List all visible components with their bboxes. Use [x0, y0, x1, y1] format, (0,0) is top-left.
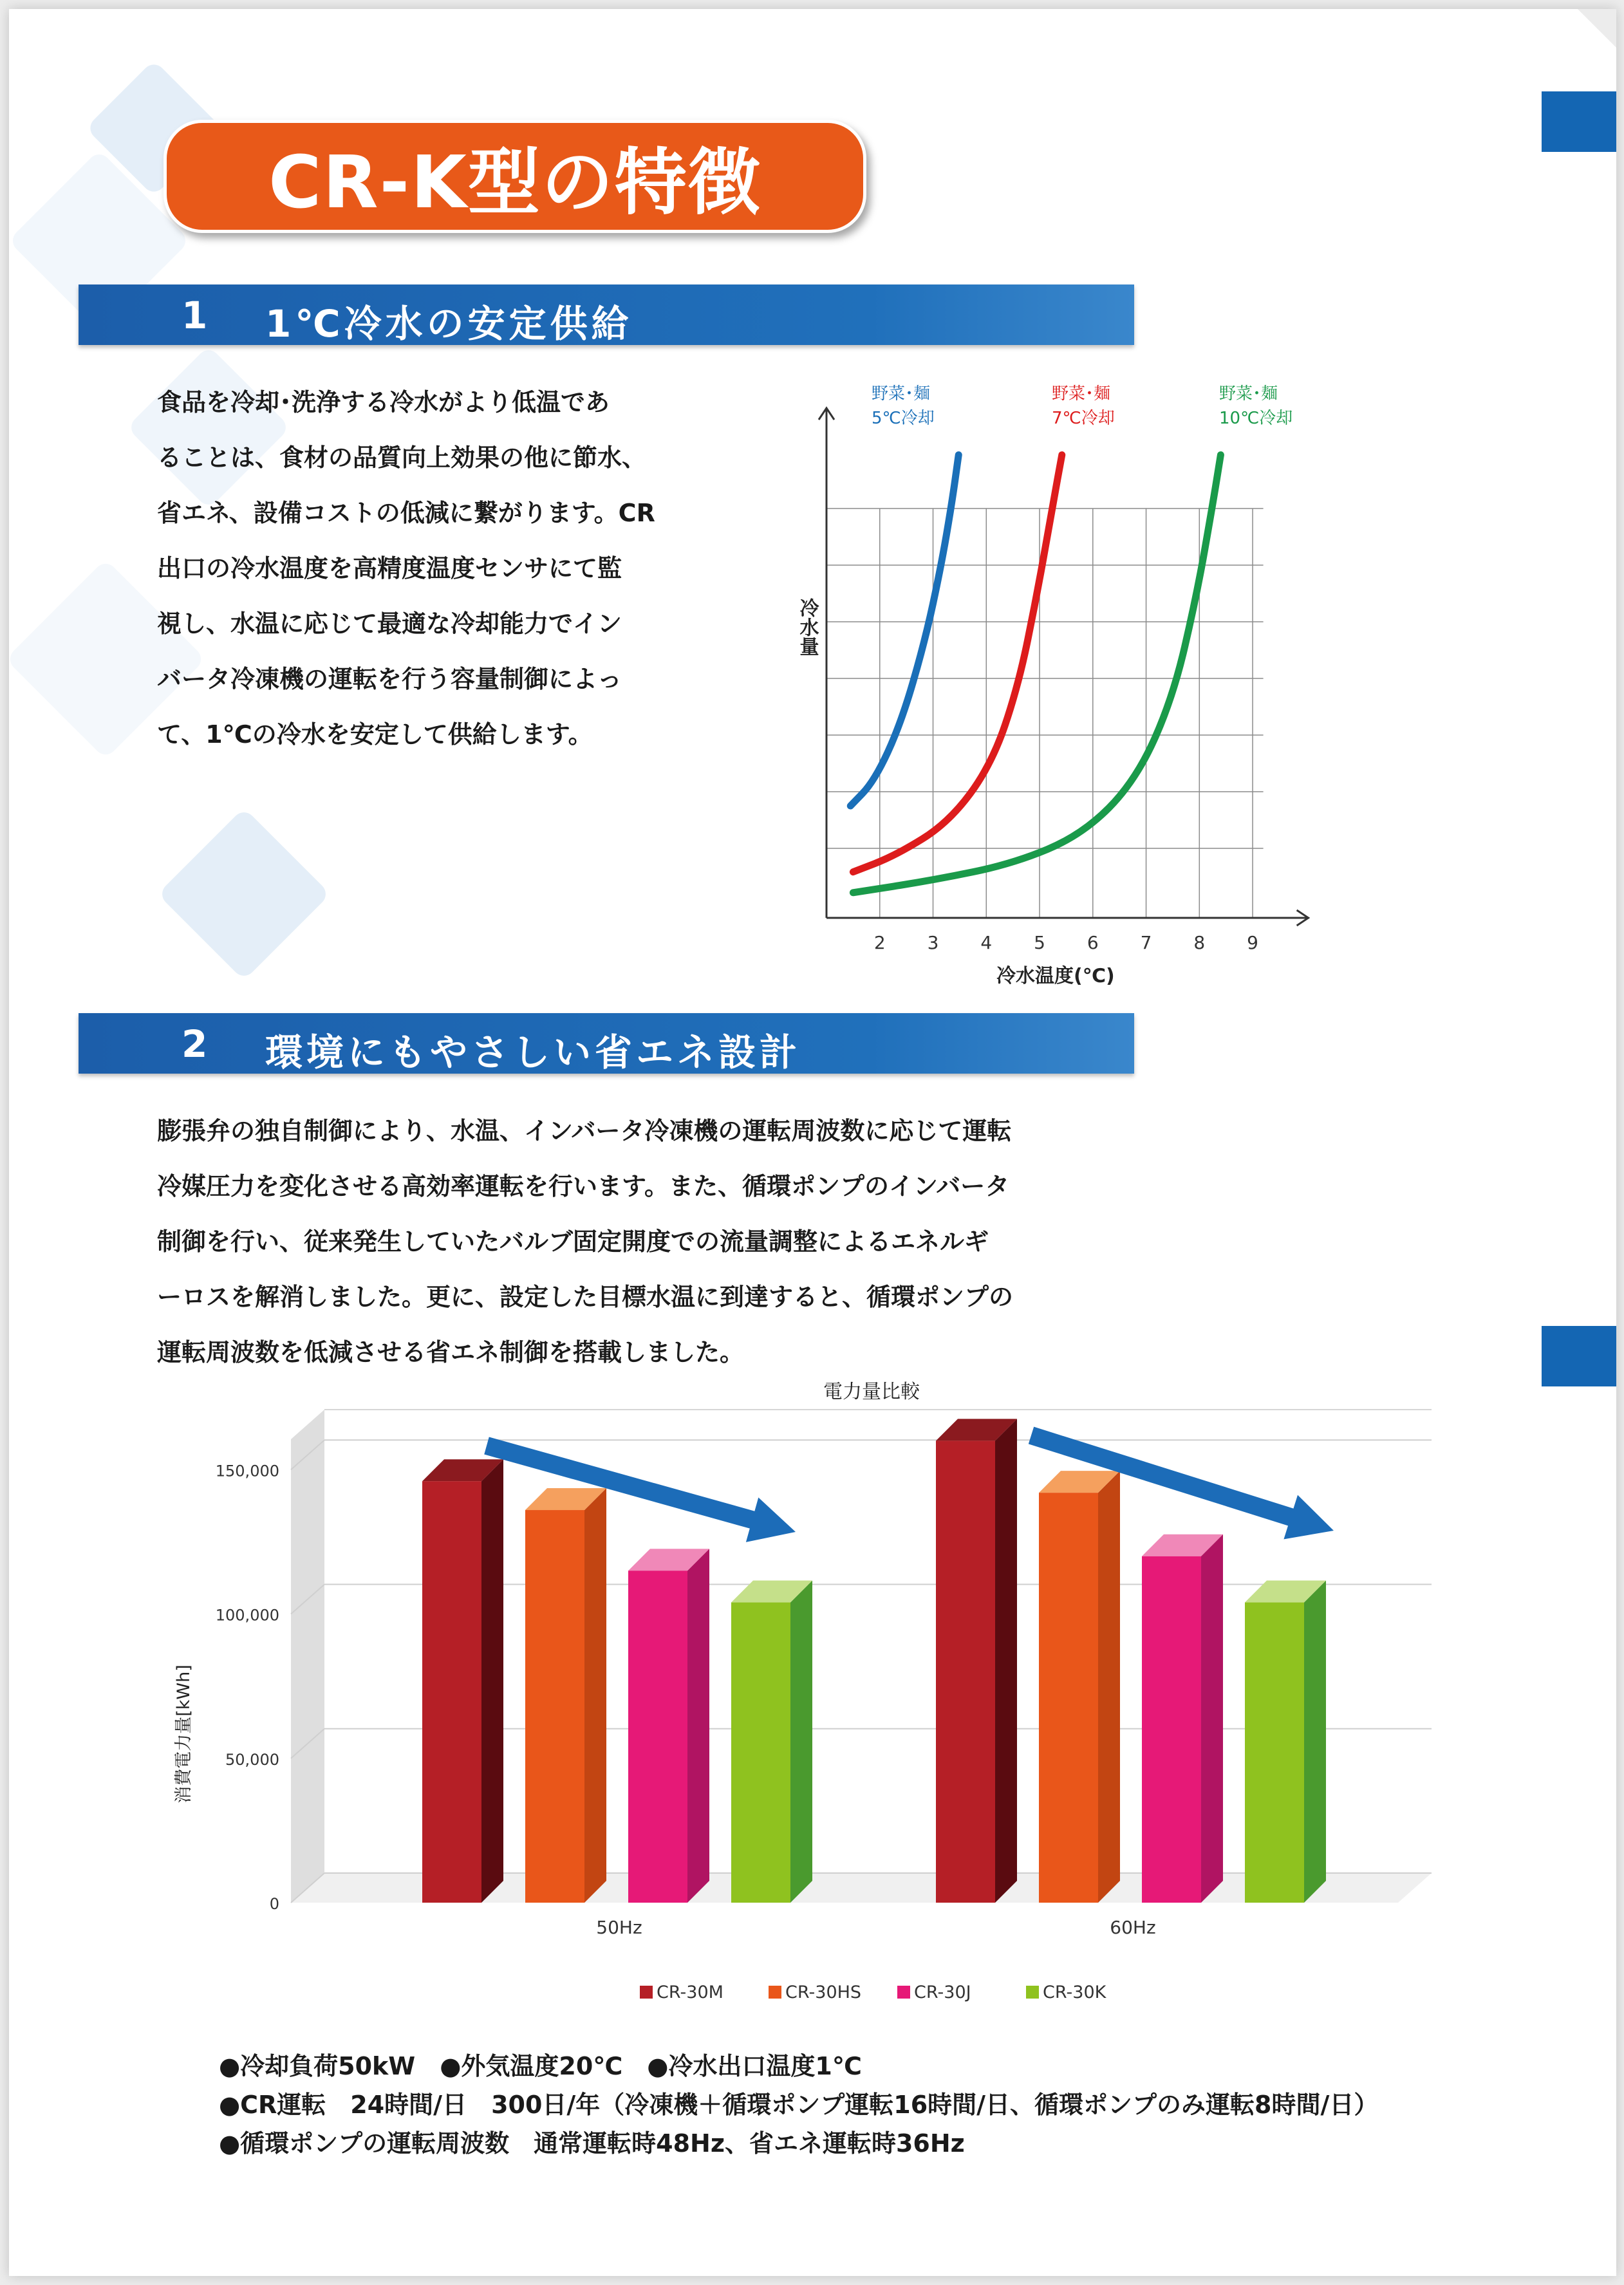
- decor-diamond: [158, 808, 331, 981]
- condition-note: ●CR運転 24時間/日 300日/年（冷凍機＋循環ポンプ運転16時間/日、循環ポンプのみ運転8時間/日）: [219, 2091, 1379, 2119]
- section-1-header: [79, 284, 1134, 345]
- bar-side: [1098, 1471, 1120, 1903]
- section-2-line: 運転周波数を低減させる省エネ制御を搭載しました。: [157, 1338, 745, 1366]
- legend-label: CR-30M: [657, 1982, 723, 2002]
- section-2-header: [79, 1013, 1134, 1074]
- bar-cr-30k: [731, 1603, 790, 1903]
- bar-cr-30j: [1142, 1556, 1201, 1903]
- bar-cr-30m: [936, 1441, 995, 1903]
- x-tick-label: 6: [1087, 932, 1099, 953]
- y-tick-label: 100,000: [215, 1606, 279, 1625]
- x-tick-label: 9: [1247, 932, 1258, 953]
- section-1-body: [157, 375, 749, 762]
- y-tick-label: 0: [269, 1895, 279, 1913]
- bar-cr-30k: [1245, 1603, 1304, 1903]
- page-title-text: CR-K型の特徴: [268, 140, 761, 225]
- curve-label: 7℃冷却: [1052, 409, 1115, 428]
- section-1-line: 出口の冷水温度を高精度温度センサにて監: [157, 554, 622, 583]
- section-1-number: 1: [182, 294, 208, 337]
- bar-cr-30hs: [525, 1510, 584, 1903]
- water-temperature-chart: [769, 382, 1374, 987]
- legend-swatch: [640, 1986, 653, 1999]
- page-corner: [1578, 9, 1616, 48]
- x-category-label: 50Hz: [596, 1917, 642, 1938]
- legend-label: CR-30HS: [785, 1982, 862, 2002]
- side-tab-middle: [1542, 1326, 1616, 1386]
- bar-side: [1201, 1534, 1223, 1903]
- bar-side: [995, 1419, 1017, 1903]
- bar-chart-title: 電力量比較: [823, 1381, 920, 1403]
- side-tab-top: [1542, 91, 1616, 152]
- curve-label: 10℃冷却: [1219, 409, 1293, 428]
- x-tick-label: 8: [1193, 932, 1206, 953]
- section-1-line: 視し、水温に応じて最適な冷却能力でイン: [157, 610, 622, 638]
- section-2-body: [157, 1103, 1251, 1380]
- brochure-page: [9, 9, 1616, 2276]
- x-category-label: 60Hz: [1110, 1917, 1156, 1938]
- x-tick-label: 7: [1140, 932, 1152, 953]
- curve-line: [853, 455, 1220, 893]
- legend-swatch: [897, 1986, 910, 1999]
- section-1-line: ることは、食材の品質向上効果の他に節水、: [157, 443, 647, 472]
- x-tick-label: 3: [927, 932, 939, 953]
- bar-side: [687, 1549, 709, 1903]
- bar-cr-30hs: [1039, 1493, 1098, 1903]
- bar-side: [481, 1459, 503, 1903]
- y-tick-label: 150,000: [215, 1462, 279, 1480]
- curve-line: [853, 455, 1061, 872]
- section-1-line: 食品を冷却･洗浄する冷水がより低温であ: [157, 388, 610, 416]
- legend-swatch: [1026, 1986, 1039, 1999]
- conditions-notes: [219, 2047, 1442, 2163]
- section-1-line: バータ冷凍機の運転を行う容量制御によっ: [157, 665, 622, 693]
- curve-line: [850, 455, 958, 806]
- section-2-line: ーロスを解消しました。更に、設定した目標水温に到達すると、循環ポンプの: [157, 1283, 1014, 1311]
- legend-swatch: [769, 1986, 781, 1999]
- section-2-line: 冷媒圧力を変化させる高効率運転を行います。また、循環ポンプのインバータ: [157, 1172, 1010, 1200]
- y-axis-title: 冷水量: [796, 598, 819, 656]
- legend-label: CR-30K: [1043, 1982, 1106, 2002]
- section-2-line: 制御を行い、従来発生していたバルブ固定開度での流量調整によるエネルギ: [157, 1227, 989, 1256]
- x-axis-title: 冷水温度(℃): [996, 965, 1115, 987]
- curve-label: 野菜･麺: [1052, 384, 1111, 404]
- section-2-number: 2: [182, 1022, 208, 1066]
- condition-note: ●冷却負荷50kW ●外気温度20℃ ●冷水出口温度1℃: [219, 2052, 862, 2080]
- bar-side: [584, 1488, 606, 1903]
- page-title: [163, 120, 866, 233]
- legend-label: CR-30J: [914, 1982, 971, 2002]
- section-1-heading: 1℃冷水の安定供給: [265, 302, 633, 346]
- curve-label: 野菜･麺: [1219, 384, 1278, 404]
- bar-cr-30j: [628, 1571, 687, 1903]
- section-1-line: て、1℃の冷水を安定して供給します。: [157, 720, 593, 749]
- curve-label: 野菜･麺: [872, 384, 931, 404]
- x-tick-label: 2: [873, 932, 886, 953]
- section-1-line: 省エネ、設備コストの低減に繋がります。CR: [157, 499, 655, 527]
- x-tick-label: 5: [1034, 932, 1045, 953]
- section-2-heading: 環境にもやさしい省エネ設計: [265, 1031, 801, 1074]
- y-tick-label: 50,000: [225, 1750, 279, 1769]
- x-tick-label: 4: [980, 932, 993, 953]
- condition-note: ●循環ポンプの運転周波数 通常運転時48Hz、省エネ運転時36Hz: [219, 2129, 965, 2158]
- bar-side: [790, 1581, 812, 1903]
- power-consumption-chart: [151, 1374, 1502, 2043]
- bar-side: [1304, 1581, 1326, 1903]
- chart-side-wall: [291, 1410, 324, 1903]
- bar-cr-30m: [422, 1481, 481, 1903]
- section-2-line: 膨張弁の独自制御により、水温、インバータ冷凍機の運転周波数に応じて運転: [157, 1117, 1012, 1145]
- bar-chart-y-title: 消費電力量[kWh]: [174, 1665, 194, 1804]
- curve-label: 5℃冷却: [872, 409, 935, 428]
